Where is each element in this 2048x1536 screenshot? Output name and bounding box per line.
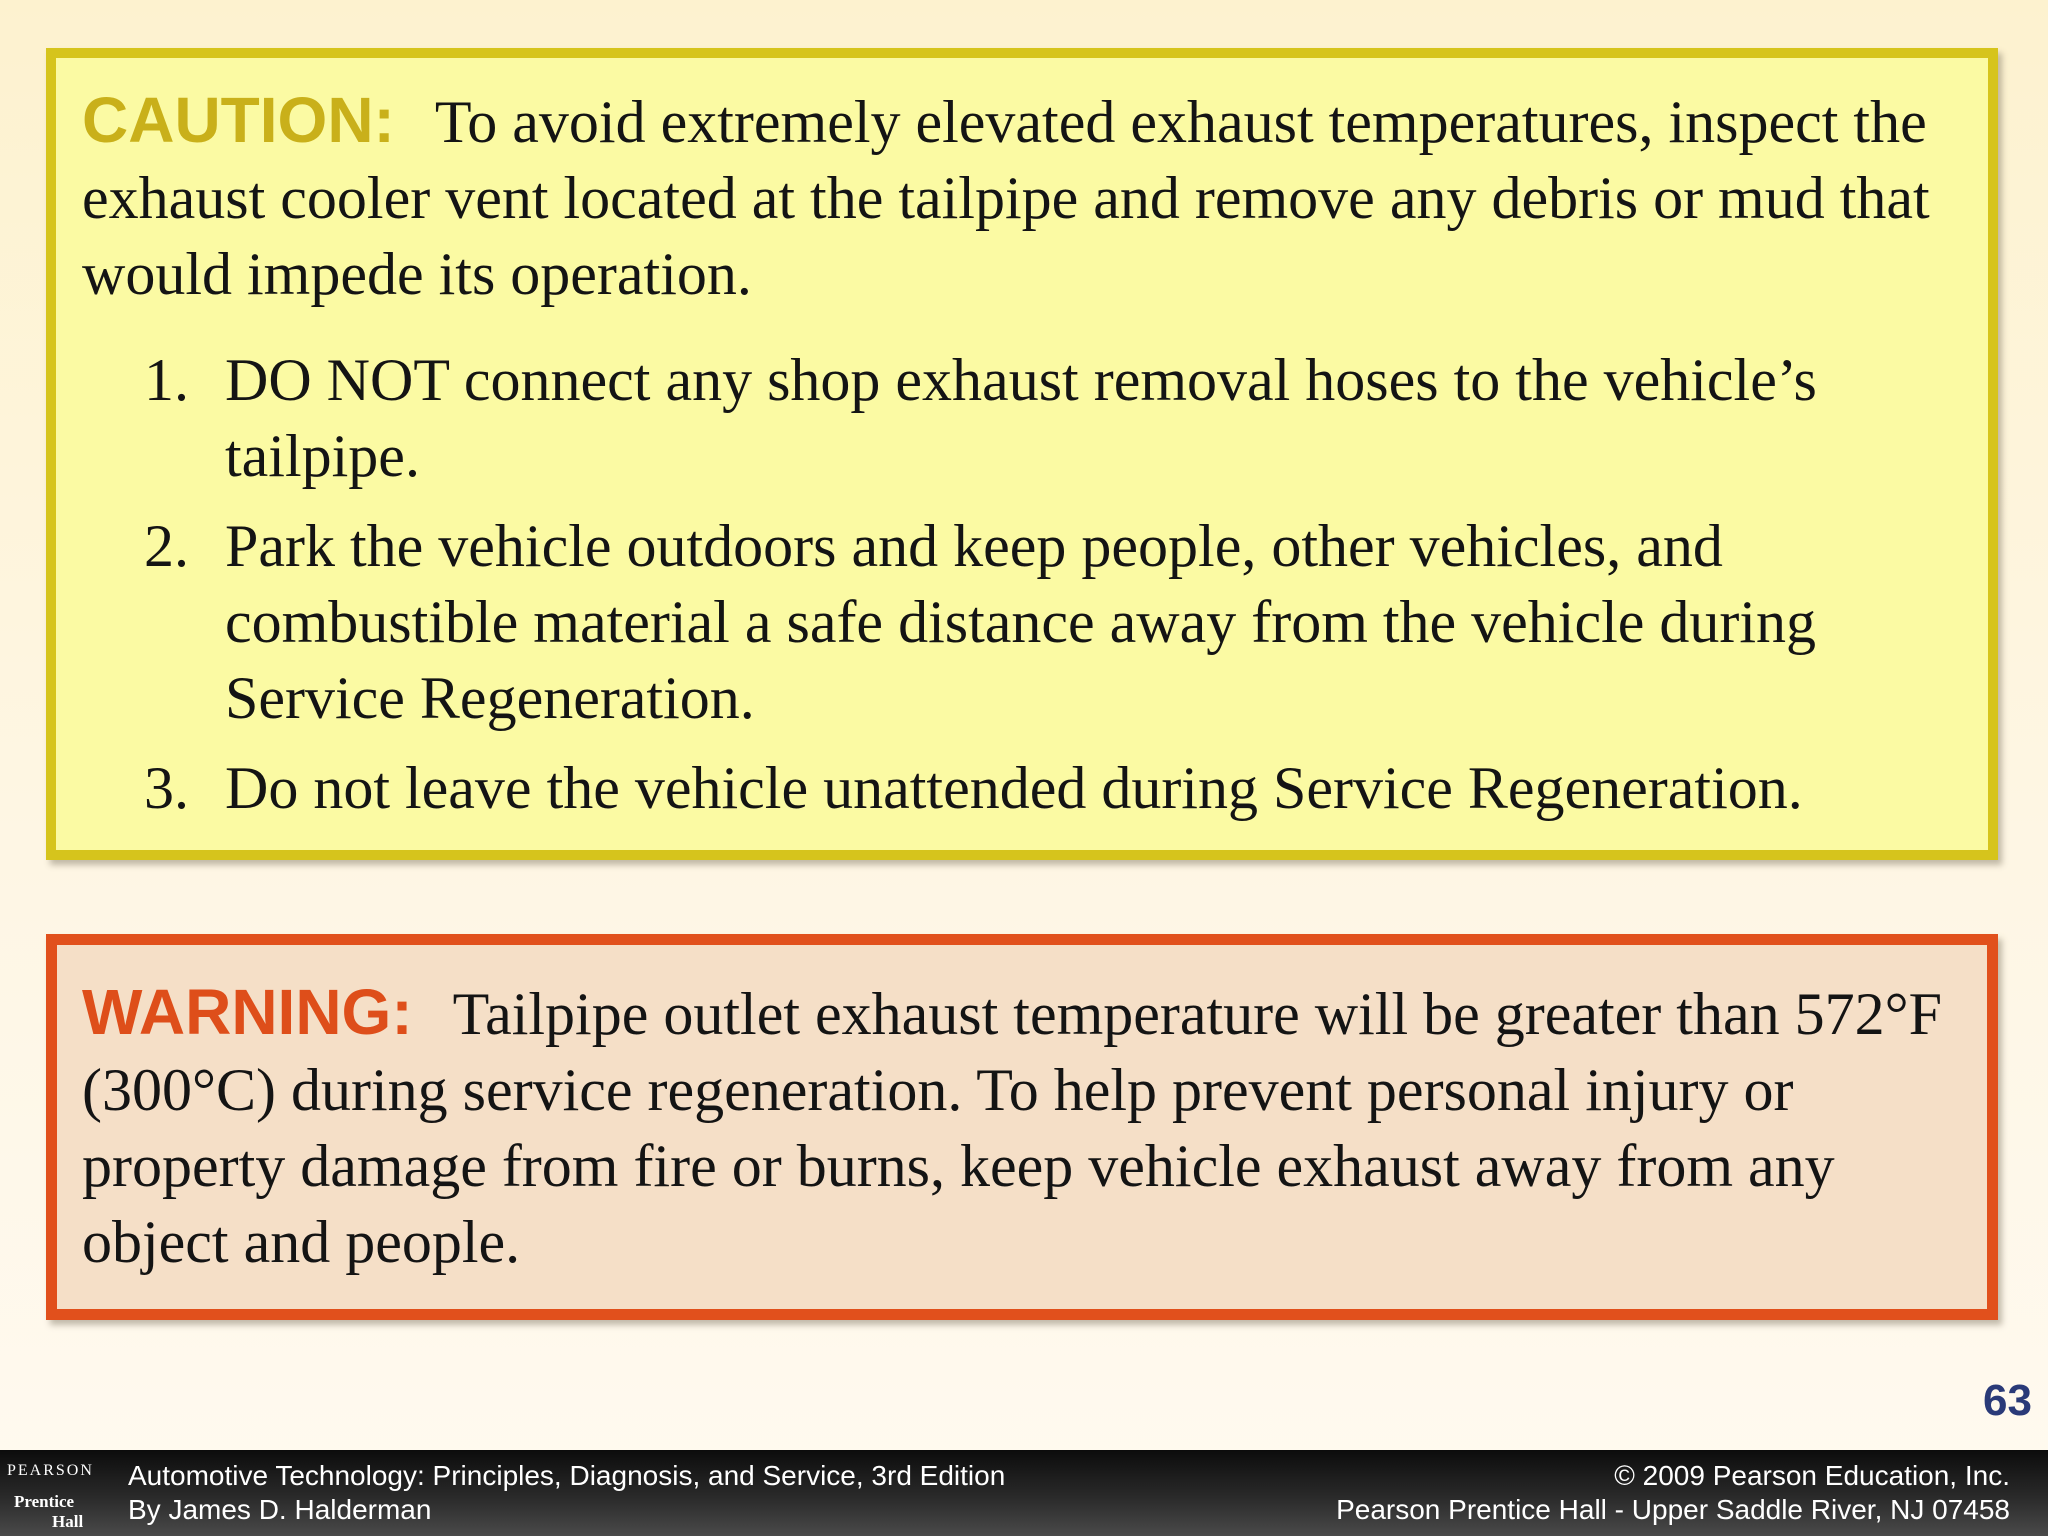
page-number: 63 [1983,1376,2032,1425]
warning-text: Tailpipe outlet exhaust temperature will be greater than 572°F (300°C) during service regeneration. To help prevent personal injury or property damage from fire or burns, keep vehicle exhaust away from any object and people. [82,981,1942,1275]
caution-step-1 [82,342,1968,494]
logo-prentice-text: Prentice [14,1492,75,1511]
footer-publisher: Pearson Prentice Hall - Upper Saddle River, NJ 07458 [1336,1494,2010,1525]
step-text: DO NOT connect any shop exhaust removal hoses to the vehicle’s tailpipe. [225,347,1817,489]
step-number: 1. [144,347,189,413]
logo-hall-text: Hall [52,1512,84,1531]
footer-author: By James D. Halderman [128,1494,432,1525]
footer-book-title: Automotive Technology: Principles, Diagnosis, and Service, 3rd Edition [128,1460,1006,1491]
pearson-prentice-hall-logo [0,1450,104,1536]
caution-steps-list [82,342,1968,826]
footer-copyright: © 2009 Pearson Education, Inc. [1614,1460,2010,1491]
caution-box [46,48,1998,860]
caution-text: To avoid extremely elevated exhaust temperatures, inspect the exhaust cooler vent located at the tailpipe and remove any debris or mud that would impede its operation. [82,89,1930,307]
step-number: 2. [144,513,189,579]
footer-bar [0,1450,2048,1536]
caution-paragraph [82,82,1968,312]
logo-pearson-text: PEARSON [7,1462,94,1479]
step-number: 3. [144,755,189,821]
warning-label: WARNING: [82,976,413,1048]
step-text: Park the vehicle outdoors and keep people, other vehicles, and combustible material a safe distance away from the vehicle during Service Regeneration. [225,513,1817,731]
caution-step-2 [82,508,1968,736]
caution-label: CAUTION: [82,84,395,156]
warning-paragraph [82,974,1967,1280]
caution-step-3 [82,750,1968,826]
step-text: Do not leave the vehicle unattended during Service Regeneration. [225,755,1803,821]
warning-box [46,934,1998,1320]
